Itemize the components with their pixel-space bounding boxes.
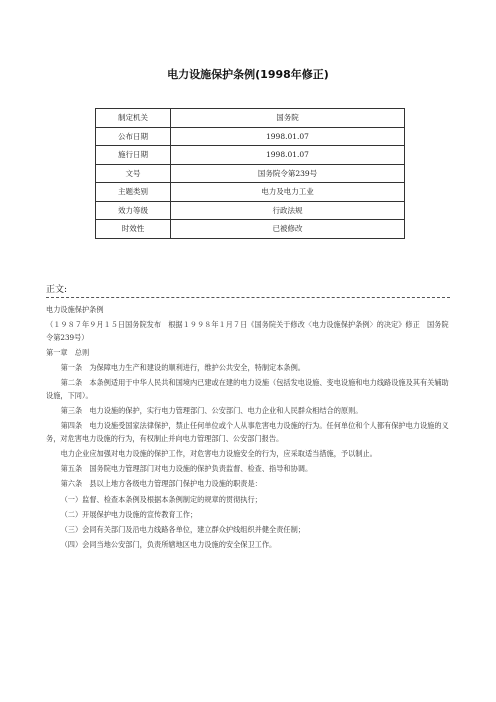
paragraph: 第二条 本条例适用于中华人民共和国境内已建或在建的电力设施（包括发电设施、变电设施和电力线路设施及其有关辅助设施，下同）。 [46,378,449,400]
metadata-row [96,201,405,220]
metadata-value: 1998.01.07 [171,127,405,146]
paragraph: （一）监督、检查本条例及根据本条例制定的规章的贯彻执行； [60,494,262,504]
paragraph: 电力企业应加强对电力设施的保护工作，对危害电力设施安全的行为，应采取适当措施，予以制止。 [60,449,377,459]
paragraph: 第六条 县以上地方各级电力管理部门保护电力设施的职责是： [60,479,262,489]
metadata-key: 文号 [96,164,171,183]
document-body [46,304,452,554]
metadata-key: 主题类别 [96,183,171,202]
body-label: 正文: [46,285,68,295]
metadata-key: 时效性 [96,220,171,239]
page-title: 电力设施保护条例(1998年修正) [167,68,329,81]
metadata-row [96,183,405,202]
metadata-key: 制定机关 [96,109,171,128]
metadata-value: 已被修改 [171,220,405,239]
metadata-value: 国务院令第239号 [171,164,405,183]
paragraph: 第三条 电力设施的保护，实行电力管理部门、公安部门、电力企业和人民群众相结合的原则。 [60,406,363,416]
paragraph: 第一条 为保障电力生产和建设的顺利进行，维护公共安全，特制定本条例。 [60,363,305,373]
metadata-value: 国务院 [171,109,405,128]
metadata-value: 行政法规 [171,201,405,220]
paragraph: （四）会同当地公安部门，负责所辖地区电力设施的安全保卫工作。 [60,540,277,550]
metadata-key: 施行日期 [96,146,171,165]
metadata-key: 效力等级 [96,201,171,220]
paragraph: （１９８７年９月１５日国务院发布 根据１９９８年１月７日《国务院关于修改〈电力设施保护条例〉的决定》修正 国务院令第239号） [46,320,449,342]
metadata-value: 1998.01.07 [171,146,405,165]
paragraph: （三）会同有关部门及沿电力线路各单位，建立群众护线组织并健全责任制； [60,525,305,535]
metadata-row [96,220,405,239]
metadata-key: 公布日期 [96,127,171,146]
metadata-row [96,164,405,183]
paragraph: 电力设施保护条例 [46,305,104,314]
metadata-row [96,146,405,165]
metadata-table [95,108,405,239]
paragraph: 第四条 电力设施受国家法律保护，禁止任何单位或个人从事危害电力设施的行为。任何单位和个人都有保护电力设施的义务，对危害电力设施的行为，有权制止并向电力管理部门、公安部门报告。 [46,421,449,443]
metadata-row [96,127,405,146]
paragraph: （二）开展保护电力设施的宣传教育工作； [60,509,198,519]
paragraph: 第五条 国务院电力管理部门对电力设施的保护负责监督、检查、指导和协调。 [60,464,313,474]
divider [46,297,450,298]
paragraph: 第一章 总则 [46,347,90,357]
metadata-row [96,109,405,128]
metadata-value: 电力及电力工业 [171,183,405,202]
